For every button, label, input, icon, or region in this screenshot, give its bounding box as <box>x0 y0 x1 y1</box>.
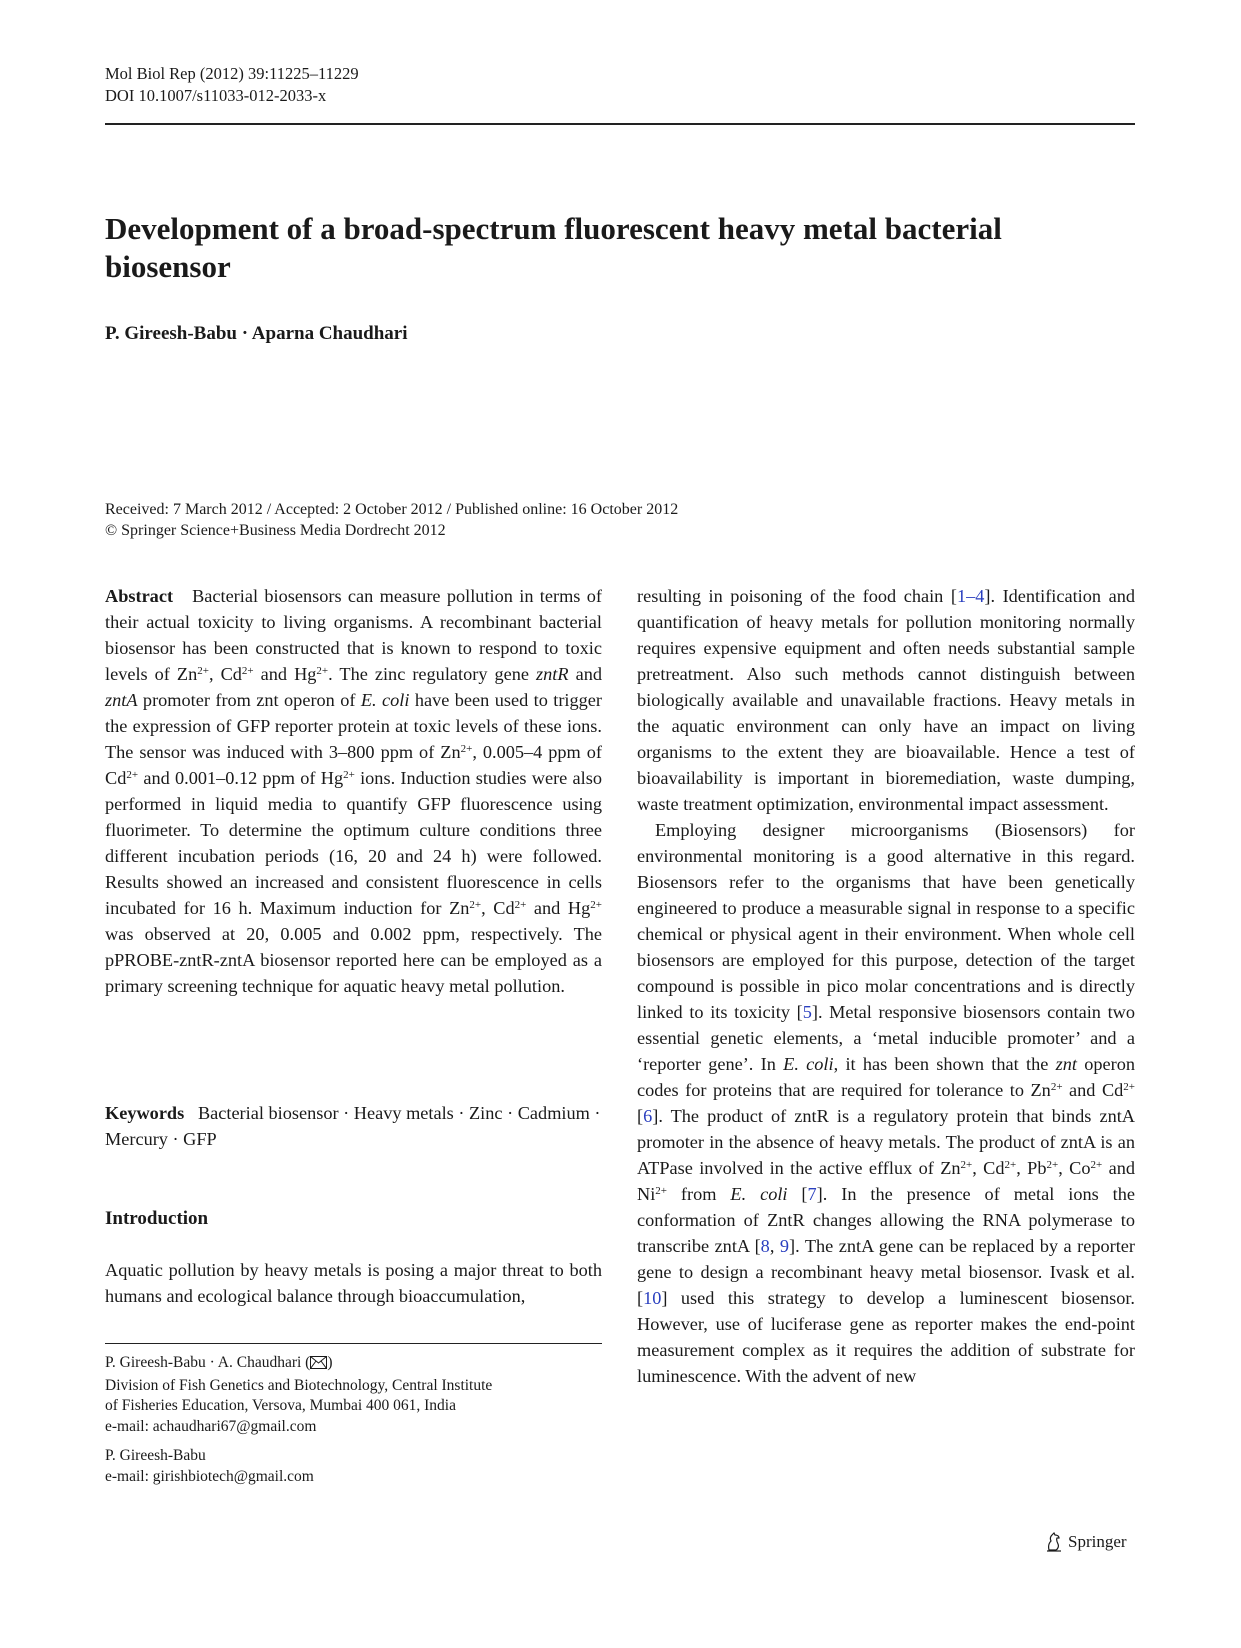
author-1: P. Gireesh-Babu <box>105 323 237 344</box>
affiliation-line-2: of Fisheries Education, Versova, Mumbai 400 061, India <box>105 1397 456 1414</box>
citation-link[interactable]: 6 <box>643 1106 653 1126</box>
keywords-text: Bacterial biosensor · Heavy metals · Zinc · Cadmium · Mercury · GFP <box>105 1103 601 1149</box>
citation-link[interactable]: 8 <box>760 1236 770 1256</box>
keywords <box>105 1100 602 1152</box>
email-2: e-mail: girishbiotech@gmail.com <box>105 1467 314 1485</box>
publisher-name: Springer <box>1068 1532 1127 1551</box>
citation-link[interactable]: 7 <box>807 1184 817 1204</box>
author-footnote: P. Gireesh-Babu · A. Chaudhari ( ) Division of Fish Genetics and Biotechnology, Central Institute of Fisheries Education, Versova, Mumbai 400 061, India e-mail: achaudhari67@gmail.com P. Gireesh-Babu e-mail: girishbiotech@gmail.com <box>105 1353 602 1487</box>
author-2: Aparna Chaudhari <box>251 323 408 344</box>
doi: DOI 10.1007/s11033-012-2033-x <box>105 86 327 105</box>
abstract-label: Abstract <box>105 586 174 606</box>
author-2-name: P. Gireesh-Babu <box>105 1447 206 1464</box>
publisher-logo <box>1045 1532 1127 1552</box>
section-heading-introduction: Introduction <box>105 1208 209 1229</box>
authors <box>105 323 408 345</box>
copyright-line: © Springer Science+Business Media Dordrecht 2012 <box>105 522 446 539</box>
history-line: Received: 7 March 2012 / Accepted: 2 October 2012 / Published online: 16 October 2012 <box>105 501 679 518</box>
springer-horse-icon <box>1045 1532 1063 1552</box>
affiliation-line-1: Division of Fish Genetics and Biotechnology, Central Institute <box>105 1376 493 1394</box>
email-1: e-mail: achaudhari67@gmail.com <box>105 1417 317 1435</box>
right-column-body <box>637 583 1135 1389</box>
article-dates <box>105 499 678 541</box>
paragraph-1: resulting in poisoning of the food chain [1–4]. Identification and quantification of heavy metals for pollution monitoring normally requires expensive equipment and often needs substantial sample pretreatment. Also such methods cannot distinguish between biologically available and unavailable fractions. Heavy metals in the aquatic environment can only have an impact on living organisms to the extent they are bioavailable. Hence a test of bioavailability is important in bioremediation, waste dumping, waste treatment optimization, environmental impact assessment. <box>637 586 1135 814</box>
keywords-label: Keywords <box>105 1103 185 1123</box>
envelope-icon <box>310 1355 327 1376</box>
footnote-rule <box>105 1343 602 1344</box>
citation-link[interactable]: 9 <box>779 1236 790 1256</box>
citation-link[interactable]: 1–4 <box>956 586 985 606</box>
citation-link[interactable]: 5 <box>802 1002 812 1022</box>
abstract: Abstract Bacterial biosensors can measure pollution in terms of their actual toxicity to living organisms. A recombinant bacterial biosensor has been constructed that is known to respond to toxic levels of $Zn^{2+}$, $Cd^{2+}$ and $Hg^{2+}$. The zinc regulatory gene zntR and zntA promoter from znt operon of E. coli have been used to trigger the expression of GFP reporter protein at toxic levels of these ions. The sensor was induced with 3–800 ppm of $Zn^{2+}$, 0.005–4 ppm of $Cd^{2+}$ and 0.001–0.12 ppm of $Hg^{2+}$ ions. Induction studies were also performed in liquid media to quantify GFP fluorescence using fluorimeter. To determine the optimum culture conditions three different incubation periods (16, 20 and 24 h) were followed. Results showed an increased and consistent fluorescence in cells incubated for 16 h. Maximum induction for $Zn^{2+}$, $Cd^{2+}$ and $Hg^{2+}$ was observed at 20, 0.005 and 0.002 ppm, respectively. The pPROBE-zntR-zntA biosensor reported here can be employed as a primary screening technique for aquatic heavy metal pollution. <box>105 586 602 996</box>
journal-header <box>105 63 359 107</box>
article-title: Development of a broad-spectrum fluorescent heavy metal bacterial biosensor <box>105 211 1002 284</box>
introduction-paragraph: Aquatic pollution by heavy metals is posing a major threat to both humans and ecological balance through bioaccumulation, <box>105 1260 602 1306</box>
citation-link[interactable]: 10 <box>643 1288 662 1308</box>
author-separator: · <box>236 323 252 344</box>
header-rule <box>105 123 1135 125</box>
journal-citation: Mol Biol Rep (2012) 39:11225–11229 <box>105 64 359 83</box>
paragraph-2: Employing designer microorganisms (Biosensors) for environmental monitoring is a good alternative in this regard. Biosensors refer to the organisms that have been genetically engineered to produce a measurable signal in response to a specific chemical or physical agent in their environment. When whole cell biosensors are employed for this purpose, detection of the target compound is possible in pico molar concentrations and is directly linked to its toxicity [5]. Metal responsive biosensors contain two essential genetic elements, a ‘metal inducible promoter’ and a ‘reporter gene’. In E. coli, it has been shown that the znt operon codes for proteins that are required for tolerance to $Zn^{2+}$ and $Cd^{2+}$ [6]. The product of zntR is a regulatory protein that binds zntA promoter in the absence of heavy metals. The product of zntA is an ATPase involved in the active efflux of $Zn^{2+}$, $Cd^{2+}$, $Pb^{2+}$, $Co^{2+}$ and $Ni^{2+}$ from E. coli [7]. In the presence of metal ions the conformation of ZntR changes allowing the RNA polymerase to transcribe zntA [8, 9]. The zntA gene can be replaced by a reporter gene to design a recombinant heavy metal biosensor. Ivask et al. [10] used this strategy to develop a luminescent biosensor. However, use of luciferase gene as reporter makes the end-point measurement complex as it requires the addition of substrate for luminescence. With the advent of new <box>637 820 1135 1386</box>
